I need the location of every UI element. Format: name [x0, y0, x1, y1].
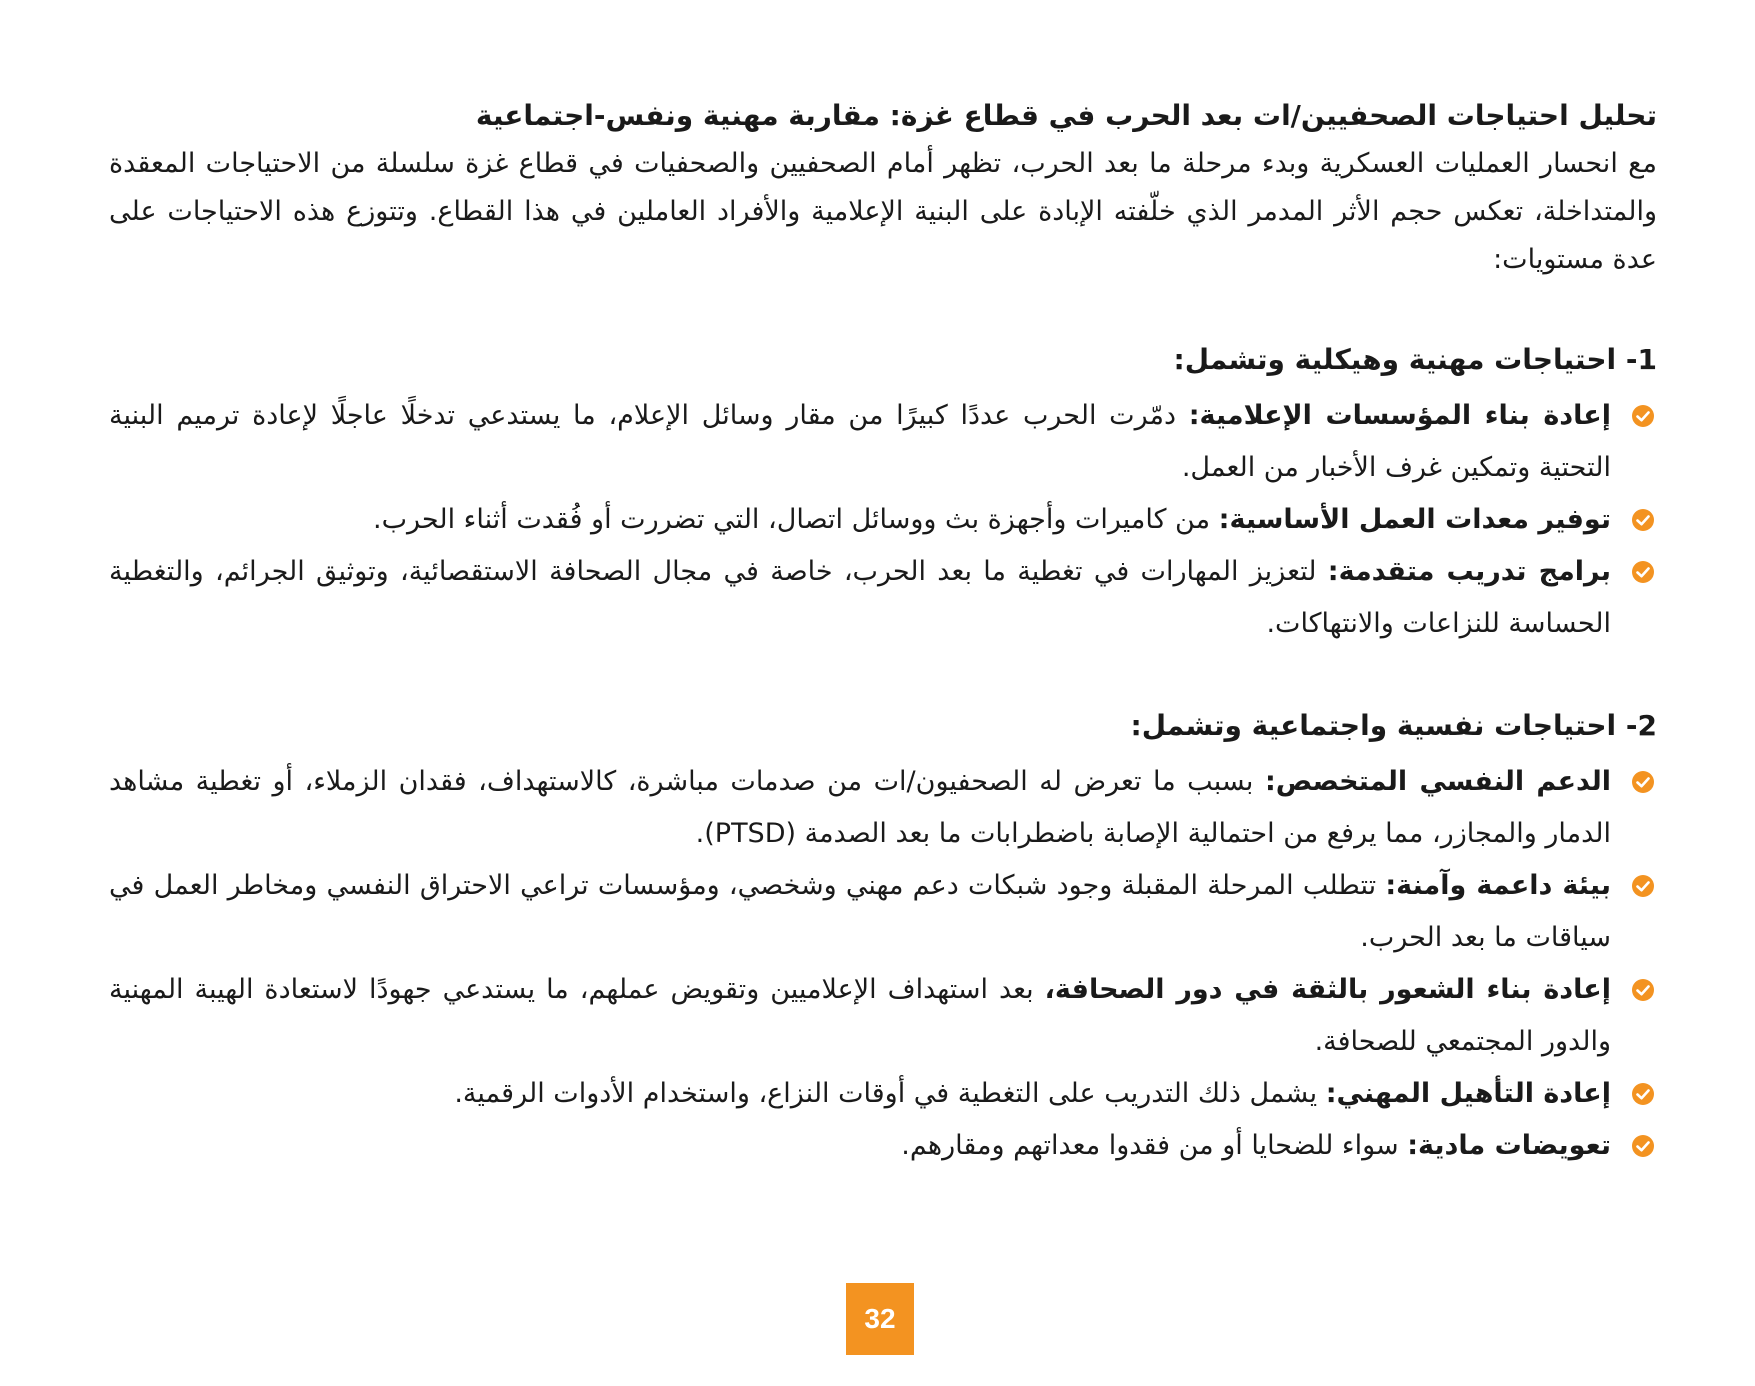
item-text: بسبب ما تعرض له الصحفيون/ات من صدمات مباشرة، كالاستهداف، فقدان الزملاء، أو تغطية مشاهد الدمار والمجازر، مما يرفع من احتمالية الإصابة باضطرابات ما بعد الصدمة (PTSD).	[109, 766, 1611, 849]
item-text: دمّرت الحرب عددًا كبيرًا من مقار وسائل الإعلام، ما يستدعي تدخلًا عاجلًا لإعادة ترميم البنية التحتية وتمكين غرف الأخبار من العمل.	[109, 400, 1611, 483]
item-text: سواء للضحايا أو من فقدوا معداتهم ومقارهم.	[901, 1130, 1408, 1161]
document-page	[102, 92, 1657, 1172]
page-title: تحليل احتياجات الصحفيين/ات بعد الحرب في قطاع غزة: مقاربة مهنية ونفس-اجتماعية	[475, 99, 1657, 132]
list-item	[109, 860, 1657, 964]
list-item	[109, 756, 1657, 860]
list-item	[109, 390, 1657, 494]
item-text: يشمل ذلك التدريب على التغطية في أوقات النزاع، واستخدام الأدوات الرقمية.	[454, 1078, 1326, 1109]
check-circle-icon	[1631, 978, 1655, 1002]
section-heading-professional: 1- احتياجات مهنية وهيكلية وتشمل:	[1173, 343, 1657, 376]
check-circle-icon	[1631, 560, 1655, 584]
item-term: بيئة داعمة وآمنة:	[1385, 870, 1611, 901]
check-circle-icon	[1631, 404, 1655, 428]
section-heading-psychosocial: 2- احتياجات نفسية واجتماعية وتشمل:	[1130, 709, 1657, 742]
professional-needs-list	[109, 390, 1657, 650]
intro-paragraph: مع انحسار العمليات العسكرية وبدء مرحلة ما بعد الحرب، تظهر أمام الصحفيين والصحفيات في قطاع غزة سلسلة من الاحتياجات المعقدة والمتداخلة، تعكس حجم الأثر المدمر الذي خلّفته الإبادة على البنية الإعلامية والأفراد العاملين في هذا القطاع. وتتوزع هذه الاحتياجات على عدة مستويات:	[109, 148, 1657, 275]
list-item	[109, 494, 1657, 546]
item-term: برامج تدريب متقدمة:	[1327, 556, 1611, 587]
item-term: إعادة بناء الشعور بالثقة في دور الصحافة،	[1044, 974, 1611, 1005]
list-item	[109, 1068, 1657, 1120]
psychosocial-needs-list	[109, 756, 1657, 1172]
item-text: تتطلب المرحلة المقبلة وجود شبكات دعم مهني وشخصي، ومؤسسات تراعي الاحتراق النفسي ومخاطر العمل في سياقات ما بعد الحرب.	[109, 870, 1611, 953]
check-circle-icon	[1631, 874, 1655, 898]
item-text: لتعزيز المهارات في تغطية ما بعد الحرب، خاصة في مجال الصحافة الاستقصائية، وتوثيق الجرائم، والتغطية الحساسة للنزاعات والانتهاكات.	[109, 556, 1611, 639]
list-item	[109, 1120, 1657, 1172]
check-circle-icon	[1631, 770, 1655, 794]
item-text: من كاميرات وأجهزة بث ووسائل اتصال، التي تضررت أو فُقدت أثناء الحرب.	[373, 504, 1219, 535]
list-item	[109, 964, 1657, 1068]
document-content	[109, 92, 1657, 1172]
check-circle-icon	[1631, 1134, 1655, 1158]
check-circle-icon	[1631, 1082, 1655, 1106]
item-text: بعد استهداف الإعلاميين وتقويض عملهم، ما يستدعي جهودًا لاستعادة الهيبة المهنية والدور المجتمعي للصحافة.	[109, 974, 1611, 1057]
check-circle-icon	[1631, 508, 1655, 532]
page-number: 32	[846, 1283, 914, 1355]
list-item	[109, 546, 1657, 650]
item-term: الدعم النفسي المتخصص:	[1264, 766, 1611, 797]
item-term: توفير معدات العمل الأساسية:	[1218, 504, 1611, 535]
item-term: إعادة بناء المؤسسات الإعلامية:	[1188, 400, 1611, 431]
item-term: تعويضات مادية:	[1407, 1130, 1611, 1161]
item-term: إعادة التأهيل المهني:	[1325, 1078, 1611, 1109]
